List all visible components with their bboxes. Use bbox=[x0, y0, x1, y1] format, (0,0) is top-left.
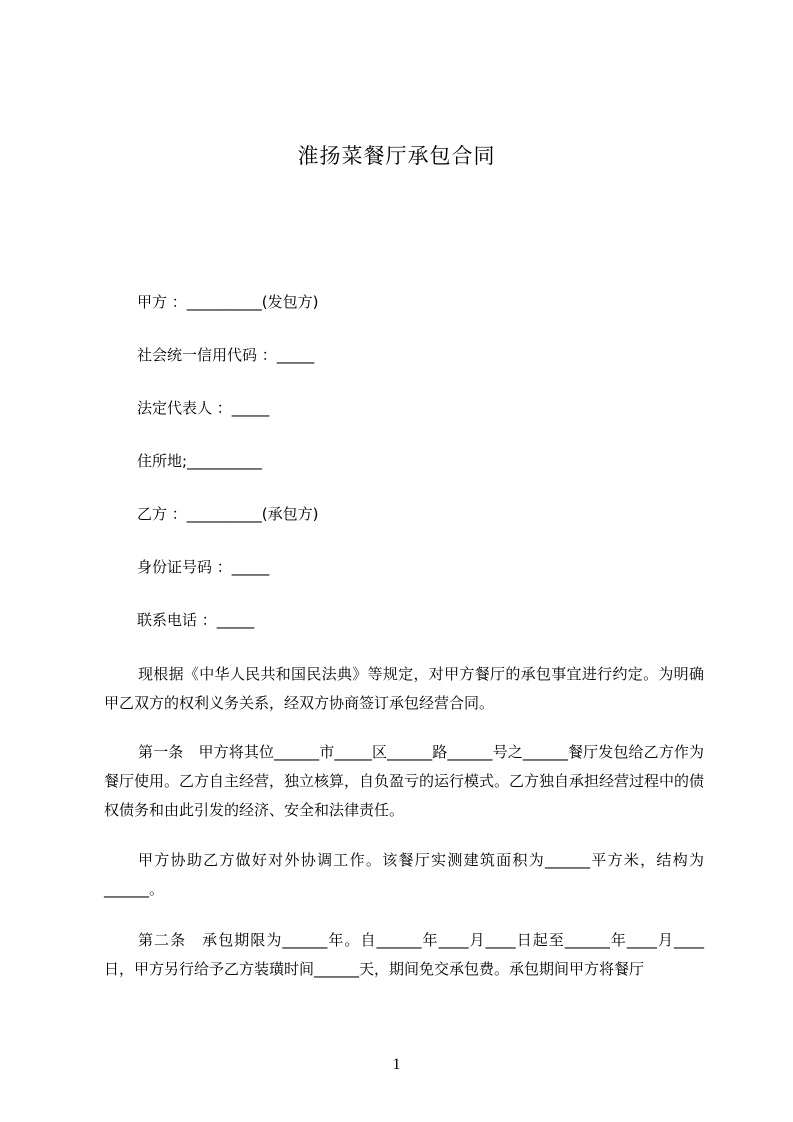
credit-code-field: 社会统一信用代码 ：_____ bbox=[137, 346, 315, 364]
page-number: 1 bbox=[392, 1056, 401, 1073]
phone-field: 联系电话 ：_____ bbox=[137, 611, 255, 629]
document-title: 淮扬菜餐厅承包合同 bbox=[297, 144, 496, 168]
party-b-field: 乙方 ：__________(承包方) bbox=[137, 505, 319, 523]
article-one-supplement-paragraph: 甲方协助乙方做好对外协调工作。该餐厅实测建筑面积为______平方米，结构为______。 bbox=[104, 851, 704, 898]
legal-representative-field: 法定代表人 ：_____ bbox=[137, 399, 270, 417]
id-number-field: 身份证号码 ：_____ bbox=[137, 558, 270, 576]
article-one-paragraph: 第一条 甲方将其位______市_____区______路______号之______餐厅发包给乙方作为餐厅使用。乙方自主经营，独立核算，自负盈亏的运行模式。乙方独自承担经营过程中的债权债务和由此引发的经济、安全和法律责任。 bbox=[104, 743, 705, 819]
article-two-paragraph: 第二条 承包期限为______年。自______年____月____日起至______年____月____日，甲方另行给予乙方装璜时间______天，期间免交承包费。承包期间甲方将餐厅 bbox=[104, 931, 704, 978]
address-field: 住所地;__________ bbox=[137, 452, 263, 470]
preamble-paragraph: 现根据《中华人民共和国民法典》等规定，对甲方餐厅的承包事宜进行约定。为明确甲乙双方的权利义务关系，经双方协商签订承包经营合同。 bbox=[104, 665, 704, 712]
party-a-field: 甲方 ：__________(发包方) bbox=[137, 293, 319, 311]
